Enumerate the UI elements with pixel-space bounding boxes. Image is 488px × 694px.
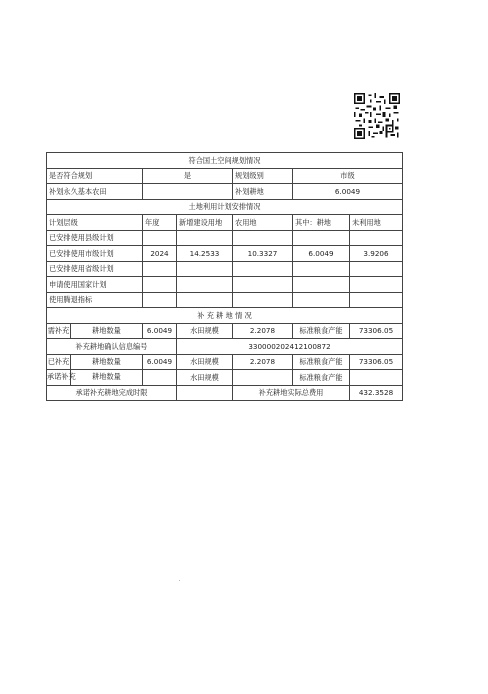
needed-qty-label: 耕地数量 xyxy=(92,325,121,335)
cell-year xyxy=(143,277,177,293)
needed-label: 需补充 xyxy=(47,324,71,339)
cell-agricultural xyxy=(233,292,293,308)
cell-year xyxy=(143,261,177,277)
supplement-promise-row xyxy=(47,370,403,386)
needed-grain-value: 73306.05 xyxy=(350,323,403,339)
supplement-needed-row xyxy=(47,323,403,339)
done-scale-value: 2.2078 xyxy=(233,354,293,370)
cell-unused: 3.9206 xyxy=(350,246,403,262)
header-arable: 其中：耕地 xyxy=(293,215,350,231)
cell-unused xyxy=(350,292,403,308)
cell-new-construction xyxy=(177,277,233,293)
cell-unused xyxy=(350,277,403,293)
promise-grain-value xyxy=(350,370,403,386)
arable-label: 补划耕地 xyxy=(233,184,293,200)
needed-scale-value: 2.2078 xyxy=(233,323,293,339)
land-use-row xyxy=(47,277,403,293)
cell-new-construction xyxy=(177,261,233,277)
confirm-number-label: 补充耕地确认信息编号 xyxy=(47,339,177,355)
plan-compliance-value: 是 xyxy=(143,168,233,184)
planning-title-row xyxy=(47,153,403,169)
planning-section-title: 符合国土空间规划情况 xyxy=(47,153,403,169)
needed-scale-label: 水田规模 xyxy=(177,323,233,339)
cell-new-construction xyxy=(177,230,233,246)
basic-farmland-label: 补划永久基本农田 xyxy=(47,184,143,200)
header-level: 计划层级 xyxy=(47,215,143,231)
promise-qty-label: 耕地数量 xyxy=(92,372,121,381)
cell-agricultural xyxy=(233,277,293,293)
arable-value: 6.0049 xyxy=(293,184,403,200)
promise-scale-label: 水田规模 xyxy=(177,370,233,386)
cell-unused xyxy=(350,230,403,246)
done-grain-label: 标准粮食产能 xyxy=(293,354,350,370)
land-use-row xyxy=(47,230,403,246)
done-qty-value: 6.0049 xyxy=(143,354,177,370)
cell-new-construction: 14.2533 xyxy=(177,246,233,262)
header-unused: 未利用地 xyxy=(350,215,403,231)
done-qty-label: 耕地数量 xyxy=(92,356,121,366)
planning-row-1 xyxy=(47,168,403,184)
confirm-number-value: 330000202412100872 xyxy=(177,339,403,355)
supplement-section-title: 补 充 耕 地 情 况 xyxy=(47,308,403,324)
cell-agricultural xyxy=(233,230,293,246)
land-use-section-title: 土地利用计划安排情况 xyxy=(47,199,403,215)
row-label: 已安排使用市级计划 xyxy=(47,246,143,262)
header-agricultural: 农用地 xyxy=(233,215,293,231)
scan-speck xyxy=(179,580,180,581)
cell-arable xyxy=(293,292,350,308)
plan-compliance-label: 是否符合规划 xyxy=(47,168,143,184)
land-use-header-row xyxy=(47,215,403,231)
row-label: 使用腾退指标 xyxy=(47,292,143,308)
cell-arable: 6.0049 xyxy=(293,246,350,262)
cell-arable xyxy=(293,277,350,293)
qr-code-icon xyxy=(354,93,400,139)
cell-new-construction xyxy=(177,292,233,308)
needed-grain-label: 标准粮食产能 xyxy=(293,323,350,339)
done-grain-value: 73306.05 xyxy=(350,354,403,370)
needed-qty-value: 6.0049 xyxy=(143,323,177,339)
cell-arable xyxy=(293,261,350,277)
promise-qty-value xyxy=(143,370,177,386)
promise-grain-label: 标准粮食产能 xyxy=(293,370,350,386)
basic-farmland-value xyxy=(143,184,233,200)
supplement-confirm-row xyxy=(47,339,403,355)
cell-agricultural: 10.3327 xyxy=(233,246,293,262)
done-label: 已补充 xyxy=(47,355,71,370)
land-use-title-row xyxy=(47,199,403,215)
land-use-row xyxy=(47,292,403,308)
row-label: 已安排使用县级计划 xyxy=(47,230,143,246)
header-year: 年度 xyxy=(143,215,177,231)
cell-year xyxy=(143,230,177,246)
deadline-label: 承诺补充耕地完成时限 xyxy=(47,385,177,401)
planning-row-2 xyxy=(47,184,403,200)
land-use-row xyxy=(47,246,403,262)
supplement-deadline-row xyxy=(47,385,403,401)
cell-agricultural xyxy=(233,261,293,277)
supplement-title-row xyxy=(47,308,403,324)
supplement-done-row xyxy=(47,354,403,370)
total-cost-label: 补充耕地实际总费用 xyxy=(233,385,350,401)
cell-arable xyxy=(293,230,350,246)
promise-label: 承诺补充 xyxy=(47,370,71,385)
row-label: 已安排使用省级计划 xyxy=(47,261,143,277)
cell-year xyxy=(143,292,177,308)
plan-level-value: 市级 xyxy=(293,168,403,184)
plan-level-label: 规划级别 xyxy=(233,168,293,184)
header-new-construction: 新增建设用地 xyxy=(177,215,233,231)
row-label: 申请使用国家计划 xyxy=(47,277,143,293)
cell-unused xyxy=(350,261,403,277)
cell-year: 2024 xyxy=(143,246,177,262)
deadline-value xyxy=(177,385,233,401)
land-use-row xyxy=(47,261,403,277)
promise-scale-value xyxy=(233,370,293,386)
land-form-table xyxy=(46,152,403,401)
done-scale-label: 水田规模 xyxy=(177,354,233,370)
total-cost-value: 432.3528 xyxy=(350,385,403,401)
